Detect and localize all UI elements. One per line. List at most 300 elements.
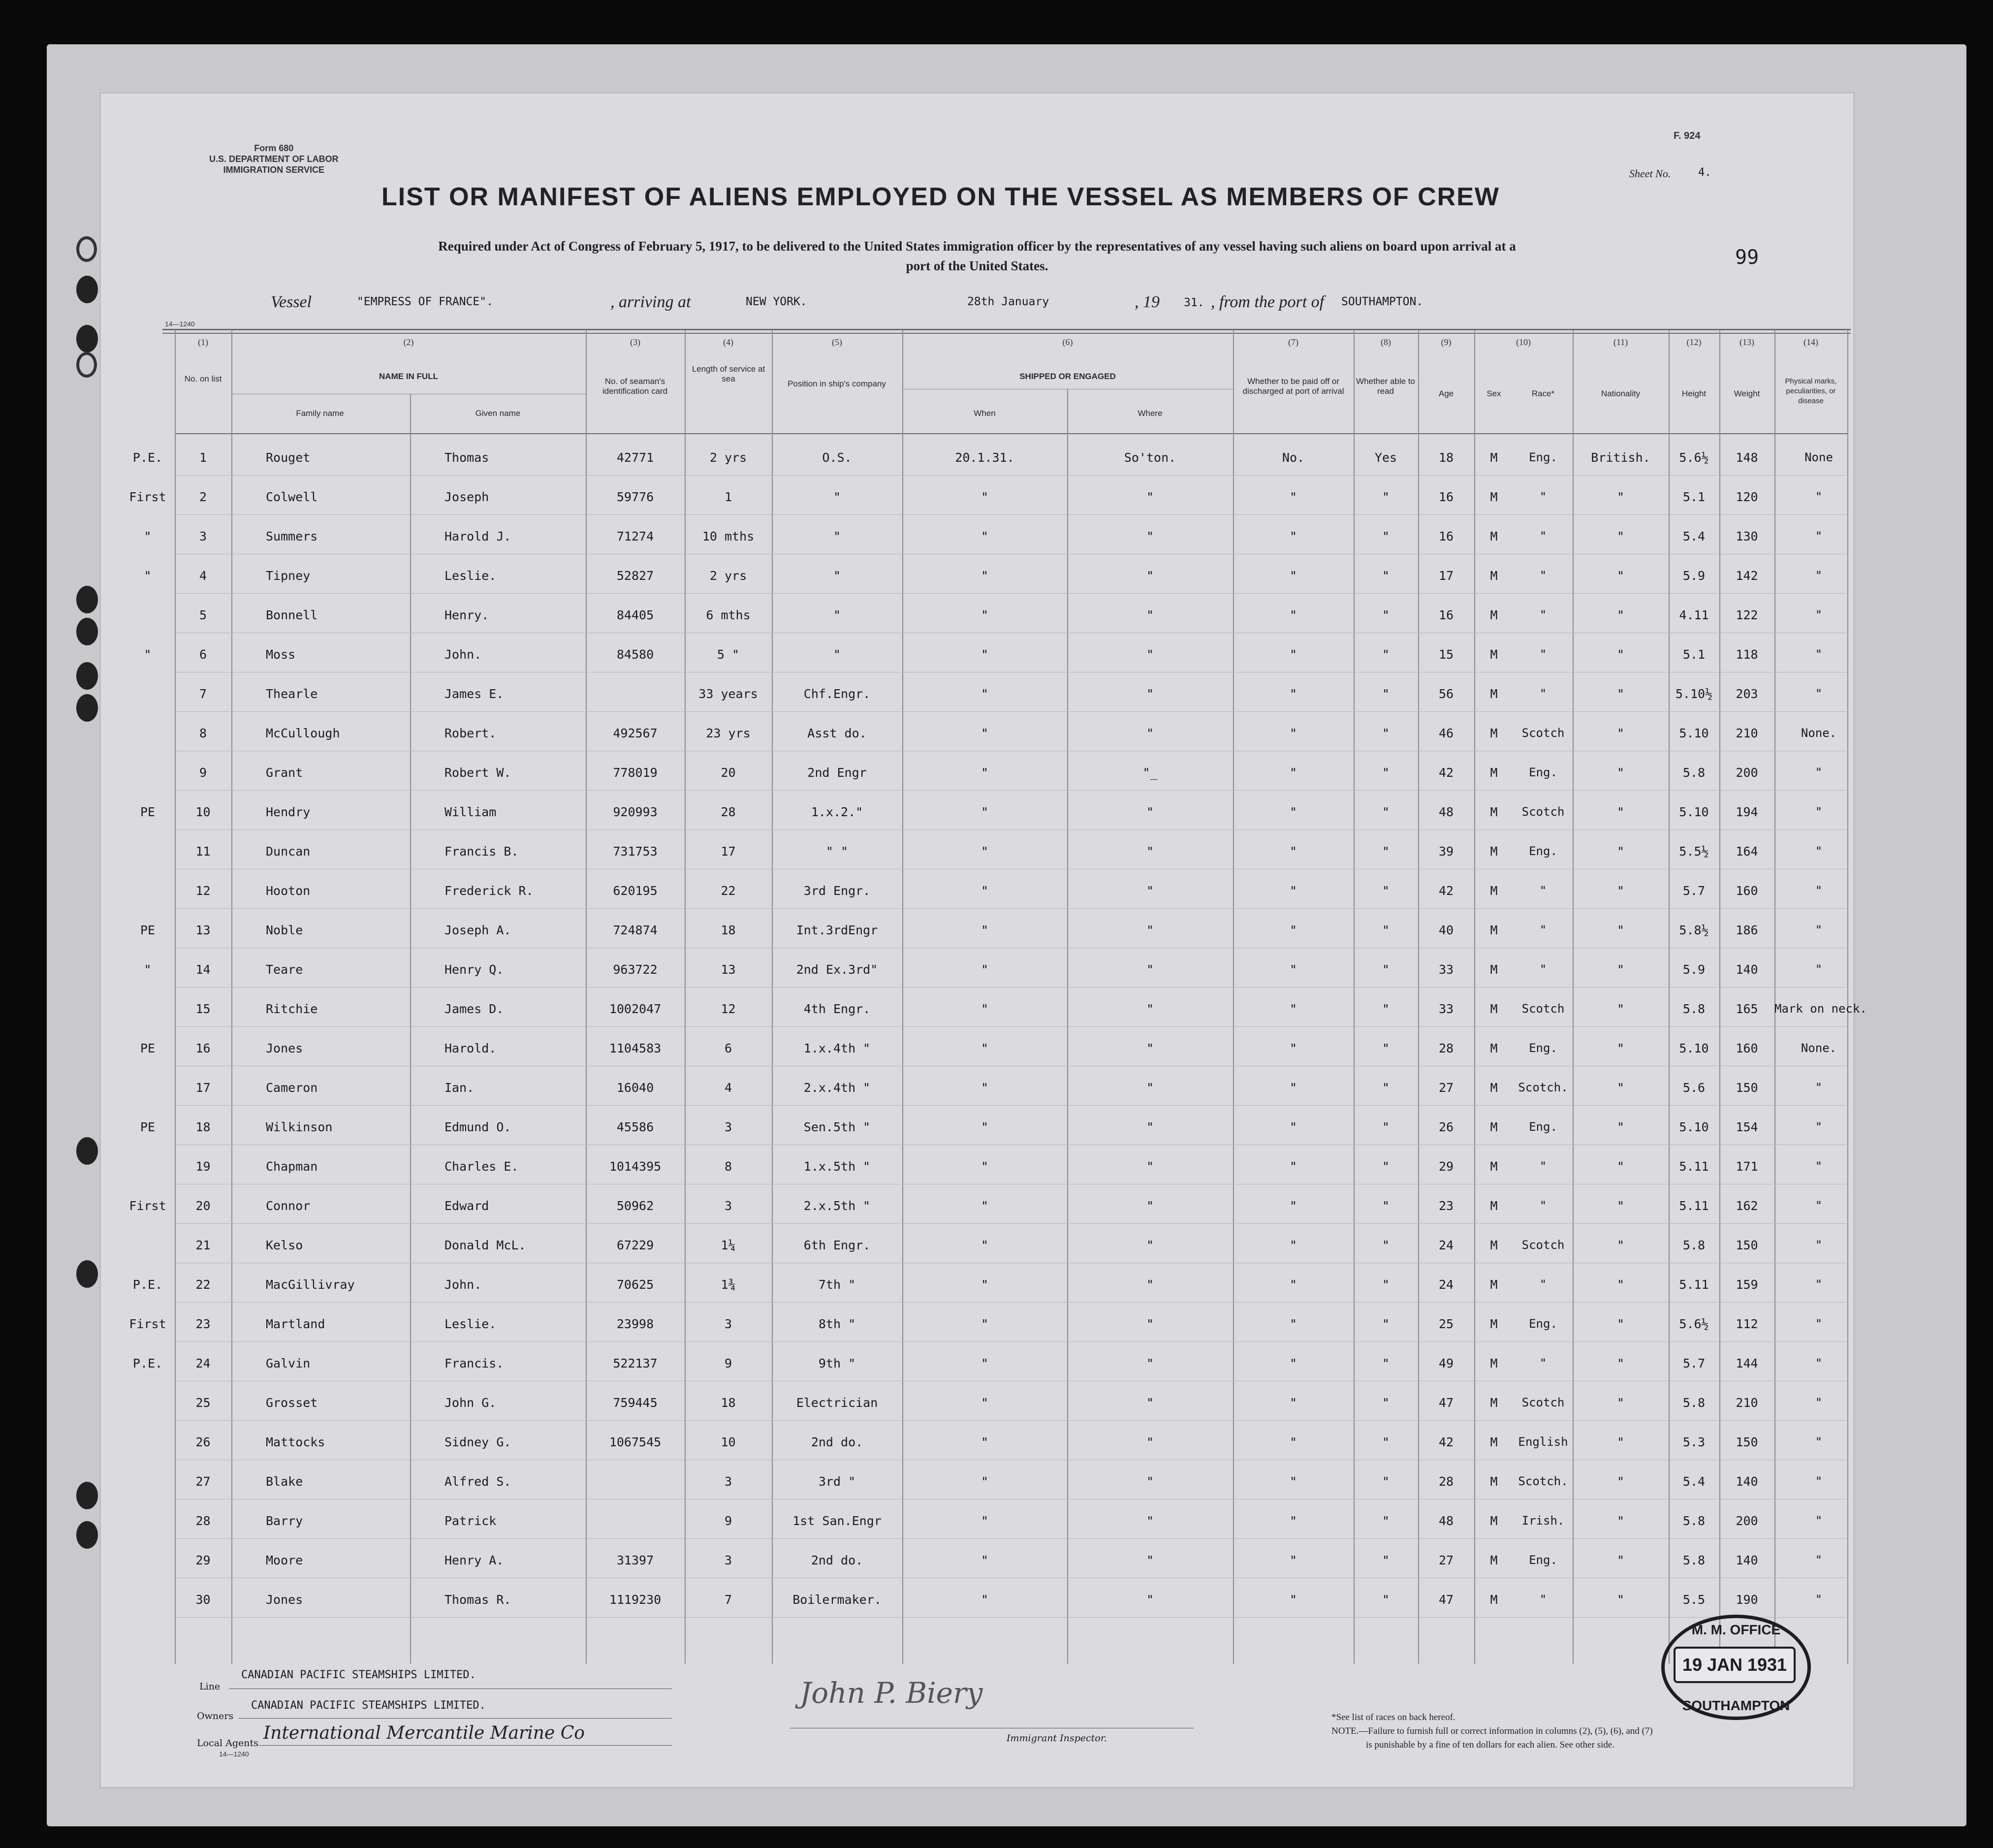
row-weight: 162 [1736,1199,1758,1213]
row-age: 33 [1438,962,1454,977]
row-marks: " [1815,1238,1823,1252]
row-sex: M [1490,726,1498,740]
row-position: 2.x.5th " [803,1199,871,1213]
row-family-name: Noble [266,923,303,937]
row-able-read: " [1382,490,1390,504]
row-weight: 148 [1736,450,1758,465]
row-number: 28 [195,1514,211,1528]
row-service-length: 13 [721,962,736,977]
row-where: " [1146,569,1154,583]
row-when: " [981,1553,989,1567]
row-service-length: 1 [724,490,732,504]
row-card-number: 963722 [613,962,658,977]
row-card-number: 1014395 [609,1159,662,1174]
arrival-date: 28th January [967,295,1049,308]
row-race: Irish. [1521,1514,1565,1528]
row-age: 27 [1438,1081,1454,1095]
row-card-number: 70625 [616,1277,654,1292]
row-nationality: " [1616,608,1625,622]
row-note: P.E. [132,1356,163,1370]
row-weight: 210 [1736,726,1758,740]
row-given-name: Henry. [444,608,489,622]
row-family-name: Moss [266,647,296,662]
row-service-length: 3 [724,1120,732,1134]
footnote [1331,1711,1653,1752]
row-marks: " [1815,844,1823,858]
row-nationality: " [1616,1553,1625,1567]
table-top-rule [162,329,1851,330]
row-marks: Mark on neck. [1774,1002,1867,1016]
row-weight: 150 [1736,1435,1758,1449]
row-weight: 194 [1736,805,1758,819]
row-given-name: Thomas [444,450,489,465]
row-service-length: 2 yrs [709,450,747,465]
row-card-number: 1104583 [609,1041,662,1055]
row-weight: 118 [1736,647,1758,662]
row-family-name: Rouget [266,450,311,465]
row-paid-off: " [1289,962,1297,977]
row-sex: M [1490,1396,1498,1410]
row-height: 5.11 [1679,1277,1709,1292]
row-card-number: 52827 [616,569,654,583]
row-able-read: " [1382,687,1390,701]
row-nationality: " [1616,569,1625,583]
binder-hole [76,1482,98,1509]
row-family-name: Barry [266,1514,303,1528]
binder-hole [76,1137,98,1165]
row-age: 47 [1438,1593,1454,1607]
header-shipped: SHIPPED OR ENGAGED [1019,372,1116,381]
header-height: Height [1681,389,1707,398]
header-seaman-card: No. of seaman's identification card [602,377,668,396]
row-where: " [1146,805,1154,819]
form-number: Form 680 [254,143,294,153]
row-position: 2nd do. [811,1435,863,1449]
row-paid-off: " [1289,923,1297,937]
row-service-length: 1¾ [721,1277,736,1292]
row-card-number: 522137 [613,1356,658,1370]
row-race: " [1539,1593,1547,1606]
row-given-name: John G. [444,1396,497,1410]
row-family-name: Galvin [266,1356,311,1370]
row-where: " [1146,962,1154,977]
row-where: " [1146,687,1154,701]
row-nationality: " [1616,1317,1625,1331]
row-height: 5.9 [1682,962,1706,977]
f-number: F. 924 [1674,130,1701,141]
row-service-length: 10 [721,1435,736,1449]
page-number: 99 [1735,246,1759,269]
row-service-length: 18 [721,923,736,937]
manifest-title: LIST OR MANIFEST OF ALIENS EMPLOYED ON THE VESSEL AS MEMBERS OF CREW [381,183,1500,211]
inspector-label: Immigrant Inspector. [1007,1733,1107,1744]
row-race: Scotch [1521,726,1565,740]
row-paid-off: " [1289,1435,1297,1449]
row-position: Chf.Engr. [803,687,871,701]
row-rule [175,987,1848,988]
col-num-13: (13) [1740,337,1754,347]
row-sex: M [1490,1041,1498,1055]
row-weight: 140 [1736,1474,1758,1489]
row-age: 42 [1438,765,1454,780]
row-number: 27 [195,1474,211,1489]
row-where: " [1146,1277,1154,1292]
row-weight: 154 [1736,1120,1758,1134]
row-number: 10 [195,805,211,819]
form-header [209,143,339,175]
row-height: 5.10 [1679,726,1709,740]
row-given-name: Patrick [444,1514,497,1528]
row-weight: 150 [1736,1081,1758,1095]
row-position: 4th Engr. [803,1002,871,1016]
col-num-10: (10) [1516,337,1531,347]
sheet-number: 4. [1698,166,1711,179]
row-sex: M [1490,1474,1498,1489]
row-number: 14 [195,962,211,977]
row-where: " [1146,1081,1154,1095]
row-age: 25 [1438,1317,1454,1331]
row-service-length: 8 [724,1159,732,1174]
col-divider [410,394,411,1664]
row-nationality: " [1616,1593,1625,1607]
row-card-number: 50962 [616,1199,654,1213]
row-given-name: Sidney G. [444,1435,511,1449]
row-given-name: Henry A. [444,1553,504,1567]
row-where: " [1146,1238,1154,1252]
row-given-name: Harold J. [444,529,511,543]
row-position: " [833,608,841,622]
row-race: Eng. [1529,1553,1557,1567]
row-where: " [1146,1593,1154,1607]
row-number: 21 [195,1238,211,1252]
row-sex: M [1490,608,1498,622]
from-port-label: , from the port of [1211,293,1325,311]
row-service-length: 9 [724,1356,732,1370]
row-race: " [1539,490,1547,504]
row-sex: M [1490,1356,1498,1370]
owners-value: CANADIAN PACIFIC STEAMSHIPS LIMITED. [251,1699,486,1712]
row-number: 15 [195,1002,211,1016]
row-given-name: Alfred S. [444,1474,511,1489]
row-marks: " [1815,1317,1823,1331]
row-family-name: Teare [266,962,303,977]
row-height: 5.4 [1682,1474,1706,1489]
row-able-read: " [1382,1435,1390,1449]
row-able-read: " [1382,884,1390,898]
row-rule [175,908,1848,909]
row-height: 5.10 [1679,1041,1709,1055]
col-num-6: (6) [1062,337,1073,347]
row-given-name: Edmund O. [444,1120,511,1134]
row-weight: 171 [1736,1159,1758,1174]
row-able-read: " [1382,844,1390,859]
row-card-number: 71274 [616,529,654,543]
row-race: " [1539,1199,1547,1212]
year-prefix: , 19 [1135,293,1160,311]
row-weight: 164 [1736,844,1758,859]
row-race: " [1539,647,1547,661]
row-family-name: Wilkinson [266,1120,333,1134]
binder-hole [76,1260,98,1288]
row-position: 2nd do. [811,1553,863,1567]
row-number: 23 [195,1317,211,1331]
binder-hole [76,236,97,262]
row-rule [175,1026,1848,1027]
binder-hole [76,586,98,613]
row-age: 42 [1438,1435,1454,1449]
row-family-name: Cameron [266,1081,318,1095]
row-weight: 200 [1736,765,1758,780]
row-sex: M [1490,1514,1498,1528]
row-height: 5.8 [1682,1002,1706,1016]
row-able-read: " [1382,1396,1390,1410]
row-rule [175,514,1848,515]
row-nationality: " [1616,529,1625,543]
row-when: " [981,1514,989,1528]
row-sex: M [1490,647,1498,662]
row-able-read: " [1382,1238,1390,1252]
arriving-label: , arriving at [610,293,691,311]
col-num-5: (5) [832,337,842,347]
owners-label: Owners [197,1711,234,1721]
row-sex: M [1490,1317,1498,1331]
row-nationality: " [1616,962,1625,977]
row-number: 7 [199,687,207,701]
row-family-name: Thearle [266,687,318,701]
col-num-4: (4) [723,337,733,347]
row-race: " [1539,1159,1547,1173]
row-paid-off: " [1289,1356,1297,1370]
row-given-name: Thomas R. [444,1593,511,1607]
table-top-rule-2 [162,333,1851,334]
row-service-length: 22 [721,884,736,898]
arriving-port: NEW YORK. [746,295,807,308]
row-age: 48 [1438,805,1454,819]
row-age: 40 [1438,923,1454,937]
row-sex: M [1490,765,1498,780]
row-position: " [833,647,841,662]
row-rule [175,1538,1848,1539]
row-when: " [981,1002,989,1016]
row-nationality: " [1616,1356,1625,1370]
row-age: 24 [1438,1277,1454,1292]
row-paid-off: No. [1282,450,1305,465]
row-given-name: Donald McL. [444,1238,526,1252]
row-weight: 144 [1736,1356,1758,1370]
row-family-name: Tipney [266,569,311,583]
row-height: 5.5 [1682,1593,1706,1607]
row-when: " [981,647,989,662]
row-paid-off: " [1289,1159,1297,1174]
row-position: 1.x.5th " [803,1159,871,1174]
row-number: 8 [199,726,207,740]
row-card-number: 59776 [616,490,654,504]
row-race: Scotch [1521,805,1565,819]
row-card-number: 724874 [613,923,658,937]
row-race: " [1539,962,1547,976]
row-race: Eng. [1529,1041,1557,1055]
row-age: 24 [1438,1238,1454,1252]
line-label: Line [199,1681,221,1692]
row-card-number: 620195 [613,884,658,898]
row-nationality: British. [1591,450,1650,465]
row-race: Scotch. [1518,1081,1568,1094]
row-service-length: 17 [721,844,736,859]
row-number: 13 [195,923,211,937]
row-when: " [981,1474,989,1489]
row-paid-off: " [1289,1081,1297,1095]
row-paid-off: " [1289,529,1297,543]
row-race: Scotch [1521,1238,1565,1252]
row-paid-off: " [1289,1120,1297,1134]
row-rule [175,1420,1848,1421]
row-number: 1 [199,450,207,465]
row-marks: " [1815,1356,1823,1370]
header-paid-off: Whether to be paid off or discharged at port of arrival [1242,377,1344,396]
col-num-7: (7) [1288,337,1298,347]
row-number: 26 [195,1435,211,1449]
row-when: " [981,765,989,780]
row-where: " [1146,1553,1154,1567]
row-marks: " [1815,608,1823,622]
row-nationality: " [1616,844,1625,859]
form-code: 14—1240 [165,320,195,328]
binder-hole [76,618,98,645]
footnote-line-1: NOTE.—Failure to furnish full or correct information in columns (2), (5), (6), and (7) [1331,1726,1653,1736]
row-given-name: Frederick R. [444,884,534,898]
row-card-number: 16040 [616,1081,654,1095]
row-race: " [1539,687,1547,701]
row-paid-off: " [1289,1514,1297,1528]
row-note: " [144,569,152,583]
row-marks: " [1815,1120,1823,1134]
row-nationality: " [1616,1396,1625,1410]
col-num-3: (3) [630,337,640,347]
row-service-length: 3 [724,1317,732,1331]
row-paid-off: " [1289,765,1297,780]
row-height: 5.10 [1679,1120,1709,1134]
row-service-length: 23 yrs [706,726,751,740]
row-weight: 140 [1736,1553,1758,1567]
row-paid-off: " [1289,569,1297,583]
row-weight: 159 [1736,1277,1758,1292]
header-family-name: Family name [296,409,344,418]
row-paid-off: " [1289,1002,1297,1016]
row-number: 4 [199,569,207,583]
row-height: 5.6½ [1679,1317,1709,1331]
row-height: 5.8 [1682,1238,1706,1252]
row-rule [175,711,1848,712]
row-given-name: Francis. [444,1356,504,1370]
header-sex: Sex [1487,389,1501,398]
row-service-length: 4 [724,1081,732,1095]
row-when: " [981,1238,989,1252]
col-num-12: (12) [1686,337,1702,347]
row-paid-off: " [1289,1474,1297,1489]
row-age: 28 [1438,1041,1454,1055]
row-paid-off: " [1289,1317,1297,1331]
row-sex: M [1490,687,1498,701]
row-able-read: " [1382,1199,1390,1213]
row-number: 9 [199,765,207,780]
row-marks: " [1815,1159,1823,1173]
row-marks: " [1815,1474,1823,1488]
row-family-name: McCullough [266,726,340,740]
row-when: " [981,1317,989,1331]
row-marks: " [1815,1553,1823,1567]
row-given-name: Leslie. [444,1317,497,1331]
row-where: " [1146,529,1154,543]
year-suffix: 31. [1184,296,1204,309]
row-position: 7th " [818,1277,856,1292]
row-marks: None. [1801,726,1837,740]
requirement-line-1: Required under Act of Congress of February 5, 1917, to be delivered to the United States immigration officer by the representatives of any vessel having such aliens on board upon arrival at a [438,239,1516,254]
col-num-2: (2) [403,337,414,347]
row-note: " [144,647,152,662]
row-note: P.E. [132,1277,163,1292]
row-position: 9th " [818,1356,856,1370]
row-age: 23 [1438,1199,1454,1213]
row-when: 20.1.31. [955,450,1014,465]
header-no-on-list: No. on list [184,374,222,383]
department: U.S. DEPARTMENT OF LABOR [209,154,339,164]
row-able-read: " [1382,726,1390,740]
row-position: 6th Engr. [803,1238,871,1252]
row-able-read: " [1382,805,1390,819]
row-given-name: Charles E. [444,1159,519,1174]
row-height: 5.3 [1682,1435,1706,1449]
row-race: " [1539,1356,1547,1370]
row-nationality: " [1616,1120,1625,1134]
row-paid-off: " [1289,1238,1297,1252]
row-family-name: Colwell [266,490,318,504]
header-nationality: Nationality [1601,389,1641,398]
row-marks: " [1815,805,1823,819]
row-height: 5.7 [1682,1356,1706,1370]
row-sex: M [1490,1120,1498,1134]
row-number: 20 [195,1199,211,1213]
row-paid-off: " [1289,647,1297,662]
row-able-read: " [1382,647,1390,662]
row-sex: M [1490,1002,1498,1016]
row-position: Boilermaker. [792,1593,882,1607]
row-service-length: 20 [721,765,736,780]
row-race: " [1539,569,1547,582]
row-paid-off: " [1289,1396,1297,1410]
row-marks: " [1815,962,1823,976]
row-weight: 140 [1736,962,1758,977]
row-family-name: Connor [266,1199,311,1213]
row-where: " [1146,1356,1154,1370]
row-nationality: " [1616,1199,1625,1213]
row-where: " [1146,726,1154,740]
row-nationality: " [1616,1514,1625,1528]
row-height: 5.1 [1682,647,1706,662]
row-number: 29 [195,1553,211,1567]
row-weight: 150 [1736,1238,1758,1252]
row-family-name: Moore [266,1553,303,1567]
row-given-name: Ian. [444,1081,475,1095]
row-where: " [1146,1514,1154,1528]
row-age: 26 [1438,1120,1454,1134]
row-note: PE [140,1041,156,1055]
header-given-name: Given name [475,409,521,418]
row-number: 11 [195,844,211,859]
row-where: So'ton. [1124,450,1176,465]
row-sex: M [1490,569,1498,583]
row-position: 2.x.4th " [803,1081,871,1095]
header-age: Age [1438,389,1454,398]
